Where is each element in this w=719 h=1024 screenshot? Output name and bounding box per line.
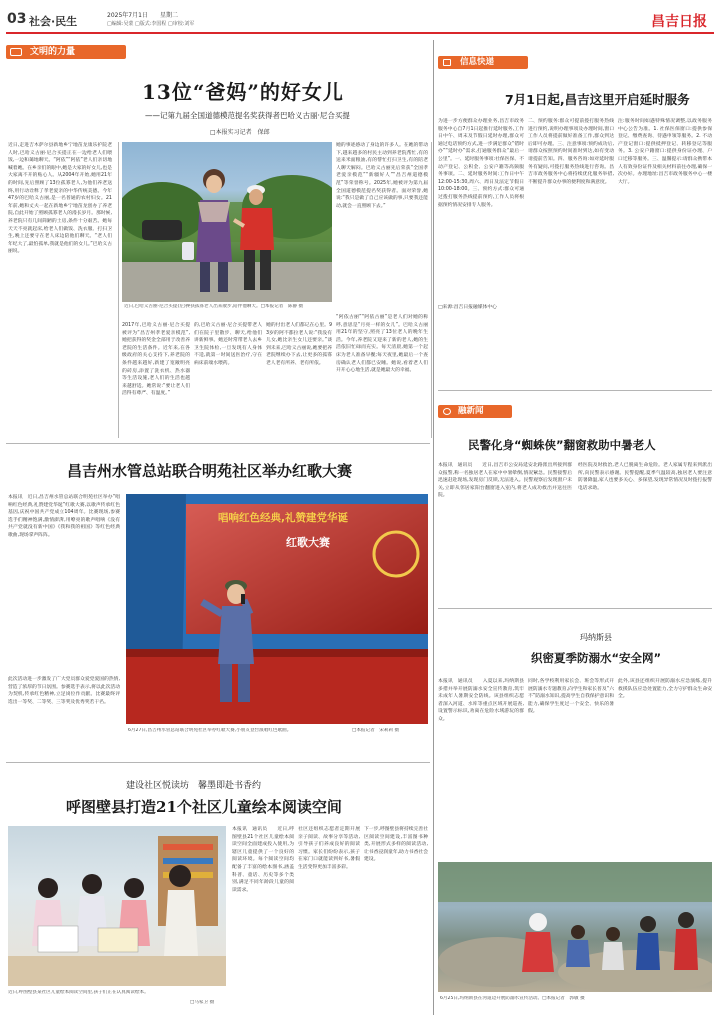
column-label-mark [10, 48, 22, 56]
section-divider [6, 762, 430, 763]
melt-story2-photo [438, 862, 712, 992]
story-parents-col3: 她的事迹感动了身边的许多人。在她的带动下,越来越多的村民主动到养老院帮忙,有的送来米面粮油,有的帮忙打扫卫生,有的陪老人聊天解闷。巴哈义古丽先后荣获“全国孝老爱亲模范”“新疆好人”“昌吉州道德模范”等荣誉称号。2025年,她被评为第九届全国道德模范提名奖获得者。面对荣誉,她说:“我只是做了自己应该做的事,只要我还能动,就会一直照顾下去。” [336, 143, 428, 209]
story-singing-photo [126, 494, 428, 724]
melt-icon [443, 408, 451, 415]
vertical-divider [433, 40, 434, 1015]
story-singing-title: 昌吉州水管总站联合明苑社区举办红歌大赛 [67, 462, 353, 480]
melt-story2-col1: 本报讯 通讯员 入夏以来,玛纳斯县多措并举开展防溺水安全宣传教育,筑牢未成年人暑期安全防线。该县组织志愿者深入河道、水库等重点区域开展巡查,设置警示标识,劝离在危险水域游玩的群众。 [438, 679, 524, 722]
col-divider [431, 142, 432, 438]
issue-weekday: 星期二 [160, 12, 179, 19]
story-singing-col1: 本报讯 近日,昌吉州水管总站联合明苑社区举办“唱响红色经典,礼赞建党华诞”红歌大赛,以歌声传承红色基因,庆祝中国共产党成立104周年。比赛现场,参赛选手们精神饱满,激情澎湃,用嘹亮的歌声唱响《没有共产党就没有新中国》《我和我的祖国》等红色经典歌曲,现场掌声阵阵。 [8, 495, 120, 538]
section-divider [6, 443, 430, 444]
story-parents-col-b1: 的,巴哈义古丽·尼合买提带老人们在院子里散步、聊天,给他们讲新鲜事。她还时常带老人去乡卫生院体检,一旦发现有人身体不适,就第一时间送医治疗,守在病床前端水喂药。 [194, 323, 262, 366]
header-rule [6, 32, 714, 34]
singing-banner-line2: 红歌大赛 [286, 536, 330, 549]
melt-story1-col1: 本报讯 通讯员 近日,昌吉市公安局延安北路派出所接到群众报警,称一名独居老人在家中中暑晕倒,情况紧急。民警接警后迅速赶赴现场,发现房门反锁,无法进入。民警观察后发现窗户未关,立即从邻居家阳台翻窗进入室内,将老人成功救出并送往医院。 [438, 463, 572, 499]
melt-story2-kicker: 玛纳斯县 [580, 633, 612, 642]
story-parents-col-b2: 她的付出老人们都记在心里。93岁的阿不都拉老人说:“我没有儿女,她比亲生女儿还要亲。”谈到未来,巴哈义古丽说,她要把养老院继续办下去,让更多的孤寡老人老有所养、老有所依。 [266, 323, 332, 366]
melt-story2-col2: 同时,各学校利用家长会、班会等形式开展防溺水专题教育,向学生和家长普及“六不”防溺水知识,提高学生自我保护意识和能力,确保学生度过一个安全、快乐的暑假。 [528, 679, 614, 715]
info-icon [443, 59, 451, 66]
editors-line: □编辑:吴蒙 □版式:李国程 □审校:刘军 [107, 21, 195, 27]
story-books-photo-credit: □马家卫 摄 [190, 1000, 215, 1005]
melt-story1-title: 民警化身“蜘蛛侠”翻窗救助中暑老人 [468, 438, 656, 452]
info-title: 7月1日起,昌吉这里开启延时服务 [505, 92, 690, 107]
column-label-text: 文明的力量 [30, 47, 76, 57]
issue-date: 2025年7月1日 [107, 12, 148, 19]
story-parents-col5: 2017年,巴哈义古丽·尼合买提被评为“昌吉州孝老爱亲模范”,她把获得的奖金全部用于改善养老院的生活条件。近年来,在各级政府的关心支持下,养老院的条件越来越好,新建了宽敞明亮的砖房,添置了洗衣机、热水器等生活设施,老人们的生活也越来越舒适。她常说:“要让老人们活得有尊严、有温度。” [122, 323, 190, 397]
page-number: 03 [7, 11, 27, 27]
column-label-text: 融新闻 [458, 406, 484, 416]
story-books-col2: 社区还组织志愿者定期开展亲子阅读、故事分享等活动,引导孩子们养成良好的阅读习惯。家长们纷纷表示,孩子在家门口就能读到好书,暑假生活变得更加丰富多彩。 [298, 827, 360, 870]
col-divider [118, 142, 119, 438]
story-books-title: 呼图壁县打造21个社区儿童绘本阅读空间 [66, 798, 342, 816]
column-label-civil [6, 45, 126, 59]
story-books-col1: 本报讯 通讯员 近日,呼图壁县21个社区儿童绘本阅读空间全面建成投入使用,为辖区儿童提供了一个良好的阅读环境。每个阅读空间均配备了丰富的绘本图书,涵盖科普、童话、历史等多个类别,满足不同年龄段儿童的阅读需求。 [232, 827, 294, 893]
info-col2: 二、预约服务:群众可提前拨打服务热线进行预约,说明办理事项及办理时间,窗口工作人员将提前做好准备工作,群众到达后即可办理。三、注意事项:预约成功后,请群众按照预约时间准时到达,如有变动请提前告知。四、服务咨询:如对延时服务有疑问,可拨打服务热线进行咨询。昌吉市政务服务中心将持续优化服务举措,不断提升群众办事的便利度和满意度。 [528, 119, 614, 185]
melt-story1-col2: 经医院及时救治,老人已脱离生命危险。老人家属专程来到派出所,向民警表示感谢。民警提醒,夏季气温较高,独居老人要注意防暑降温,家人也要多关心、多探望,发现异常情况及时拨打报警电话求助。 [578, 463, 712, 491]
story-books-photo-caption: 近日,呼图壁县某社区儿童绘本阅读空间里,孩子们正在认真阅读绘本。 [8, 990, 149, 995]
melt-story2-col3: 此外,该县还组织开展防溺水应急演练,提升救援队伍应急处置能力,全力守护群众生命安全。 [618, 679, 712, 700]
story-singing-col2: 此次活动进一步激发了广大党员群众爱党爱国的热情,营造了浓厚的节日氛围。参赛选手表示,将以此次活动为契机,传承红色精神,立足岗位作贡献。比赛最终评选出一等奖、二等奖、三等奖及优秀奖若干名。 [8, 677, 120, 705]
story-parents-title: 13位“爸妈”的好女儿 [142, 80, 344, 104]
column-label-info [438, 56, 528, 69]
story-parents-col4: “阿依古丽”“阿依古丽”是老人们对她的称呼,意思是“月亮一样的女儿”。巴哈义古丽用21年的坚守,照亮了13位老人的晚年生活。今年,养老院又迎来了新的老人,她的生活依旧忙碌而充实。每天清晨,她第一个起床为老人准备早餐;每天夜里,她最后一个查房确认老人们都已安睡。她说,看着老人们开开心心地生活,就是她最大的幸福。 [336, 315, 428, 374]
section-name: 社会·民生 [29, 15, 78, 28]
section-divider [438, 608, 712, 609]
story-books-kicker: 建设社区悦读坊 馨墨即赴书香约 [126, 781, 262, 791]
info-col3: 注:服务时间如遇特殊情况调整,以政务服务中心公告为准。1. 社保医保窗口:提供参保登记、缴费查询、待遇申领等服务。2. 不动产登记窗口:提供抵押登记、转移登记等服务。3. 公安户籍窗口:提供身份证办理、户口迁移等服务。三、温馨提示:请群众携带本人有效身份证件及相关材料前往办理,确保一次办好。办理地址:昌吉市政务服务中心一楼大厅。 [618, 119, 712, 185]
story-parents-photo-caption: 近日,巴哈义古丽·尼合买提(左)搀扶孤寡老人出来散步,陪伴他聊天。□本报记者 陈静 摄 [124, 304, 304, 309]
singing-banner-line1: 唱响红色经典,礼赞建党华诞 [218, 512, 348, 524]
story-parents-photo [122, 142, 332, 302]
melt-story2-title: 织密夏季防溺水“安全网” [531, 651, 662, 665]
story-parents-subtitle: ——记第九届全国道德模范提名奖获得者巴哈义古丽·尼合买提 [145, 111, 350, 120]
story-books-photo [8, 826, 226, 986]
story-parents-col1: 近日,走进吉木萨尔县新地乡宁地苗龙康乐护院老人时,巴哈义古丽·尼合买提正在一边给老人们喂饭,一边和蔼地聊天。“阿依”“阿依”老人们亲切地喊着她。在乡亲们的眼中,她是大家的好女儿,也是大家离不开的贴心人。从2004年开始,她用21年的时间,先后照顾了13位孤寡老人,为他们养老送终,用行动诠释了孝老爱亲的中华传统美德。今年47岁的巴哈义古丽,是一名普通的农村妇女。21年前,她和丈夫一起在新地乡宁地苗龙创办了养老院,自此开始了照顾孤寡老人的漫长岁月。那时候,养老院只有几间简陋的土房,条件十分艰苦。她每天天不亮就起床,给老人们做饭、洗衣服、打扫卫生,晚上还要守在老人床边陪他们聊天。“老人们年纪大了,最怕孤单,我就是他们的女儿。”巴哈义古丽说。 [8, 143, 112, 255]
story-books-col3: 下一步,呼图壁县将持续完善社区阅读空间建设,丰富图书种类,开展形式多样的阅读活动,让书香浸润童年,助力书香社会建设。 [364, 827, 428, 863]
page-header [0, 0, 719, 36]
story-singing-photo-credit: □本报记者 宋莉莉 摄 [352, 728, 400, 733]
section-divider [438, 390, 712, 391]
info-col1-b: □来源:昌吉日报融媒体中心 [438, 305, 497, 310]
info-col1: 为进一步方便群众办理业务,昌吉市政务服务中心自7月1日起推行延时服务,工作日中午、周末及节假日延时办理,群众可通过电话预约方式,进一步满足群众“错时办”“延时办”需求,打通服务群众“最后一公里”。一、延时服务事项:社保医保、不动产登记、公积金、公安户籍等高频服务事项。二、延时服务时间:工作日中午12:00-15:30,周六、周日及法定节假日10:00-18:00。三、预约方式:群众可通过拨打服务热线提前预约,工作人员将根据预约情况安排专人服务。 [438, 119, 524, 208]
story-singing-photo-caption: 6月27日,昌吉州水管总站联合明苑社区举办红歌大赛,小朋友登台演唱红色歌曲。 [128, 728, 292, 733]
column-label-text: 信息快递 [460, 57, 495, 67]
story-parents-byline: □本报实习记者 保郎 [210, 129, 270, 136]
melt-story2-photo-caption: 6月25日,玛纳斯县在河道边开展防溺水宣传活动。□本报记者 郭敏 摄 [440, 996, 585, 1001]
masthead-logo: 昌吉日报 [651, 14, 707, 30]
